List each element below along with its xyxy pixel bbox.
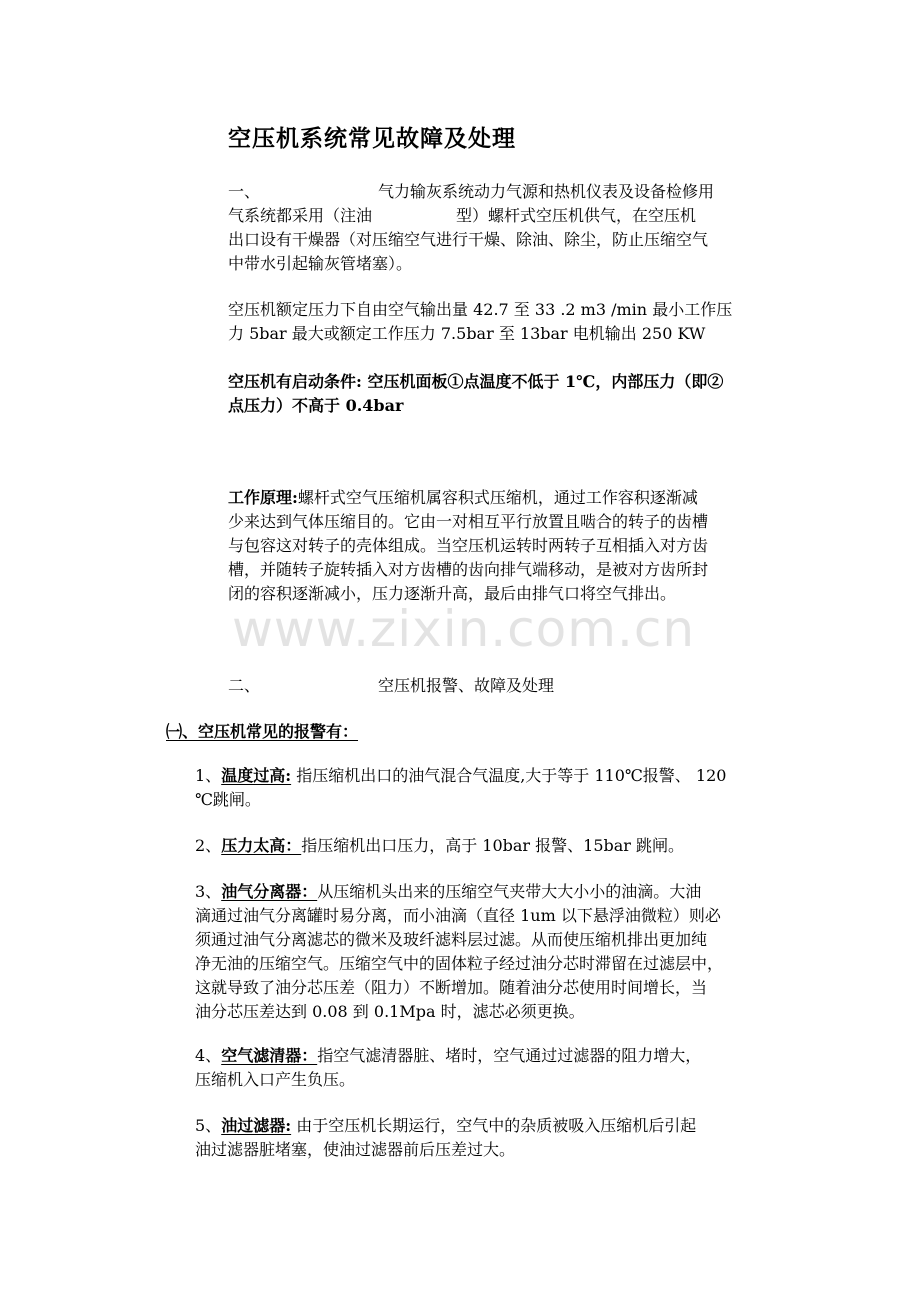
section-1-paragraph: 一、 气力输灰系统动力气源和热机仪表及设备检修用 气系统都采用（注油 型）螺杆式空压机供气，在空压机 出口设有干燥器（对压缩空气进行干燥、除油、除尘，防止压缩空气 中带水引起输灰管堵塞）。: [228, 182, 715, 273]
alarm-term: 油气分离器：: [221, 882, 318, 901]
section-1-number: 一、: [228, 182, 261, 201]
section-2-number: 二、: [228, 676, 261, 695]
alarm-term: 油过滤器:: [221, 1116, 292, 1135]
section-2-heading: 二、 空压机报警、故障及处理: [228, 676, 555, 695]
alarm-item-air-filter: 4、空气滤清器：指空气滤清器脏、堵时，空气通过过滤器的阻力增大， 压缩机入口产生负压。: [195, 1046, 702, 1089]
working-principle-paragraph: 工作原理:螺杆式空气压缩机属容积式压缩机，通过工作容积逐渐减 少来达到气体压缩目的。它由一对相互平行放置且啮合的转子的齿槽 与包容这对转子的壳体组成。当空压机运转时两转子互相插入对方齿 槽，并随转子旋转插入对方齿槽的齿向排气端移动，是被对方齿所封 闭的容积逐渐减小，压力逐渐升高，最后由排气口将空气排出。: [228, 488, 709, 603]
document-title: 空压机系统常见故障及处理: [228, 126, 516, 152]
start-condition-paragraph: 空压机有启动条件: 空压机面板①点温度不低于 1℃，内部压力（即② 点压力）不高于 0.4bar: [228, 372, 724, 415]
alarm-term: 空气滤清器：: [221, 1046, 318, 1065]
alarm-item-temperature: 1、温度过高: 指压缩机出口的油气混合气温度,大于等于 110℃报警、 120 ℃跳闸。: [195, 766, 727, 809]
alarm-list-heading: ㈠、空压机常见的报警有：: [166, 722, 359, 741]
alarm-term: 压力太高：: [221, 836, 302, 855]
alarm-item-oil-filter: 5、油过滤器: 由于空压机长期运行，空气中的杂质被吸入压缩机后引起 油过滤器脏堵塞，使油过滤器前后压差过大。: [195, 1116, 697, 1159]
alarm-item-oil-separator: 3、油气分离器：从压缩机头出来的压缩空气夹带大大小小的油滴。大油 滴通过油气分离罐时易分离，而小油滴（直径 1um 以下悬浮油微粒）则必 须通过油气分离滤芯的微米及玻纤滤料层过滤。从而使压缩机排出更加纯 净无油的压缩空气。压缩空气中的固体粒子经过油分芯时滞留在过滤层中， 这就导致了油分芯压差（阻力）不断增加。随着油分芯使用时间增长，当 油分芯压差达到 0.08 到 0.1Mpa 时，滤芯必须更换。: [195, 882, 724, 1021]
watermark: www.zixin.com.cn: [232, 600, 696, 658]
principle-label: 工作原理:: [228, 488, 298, 507]
alarm-term: 温度过高:: [221, 766, 292, 785]
alarm-item-pressure: 2、压力太高：指压缩机出口压力，高于 10bar 报警、15bar 跳闸。: [195, 836, 685, 855]
specs-paragraph: 空压机额定压力下自由空气输出量 42.7 至 33 .2 m3 /min 最小工作压 力 5bar 最大或额定工作压力 7.5bar 至 13bar 电机输出 250 KW: [228, 300, 733, 343]
